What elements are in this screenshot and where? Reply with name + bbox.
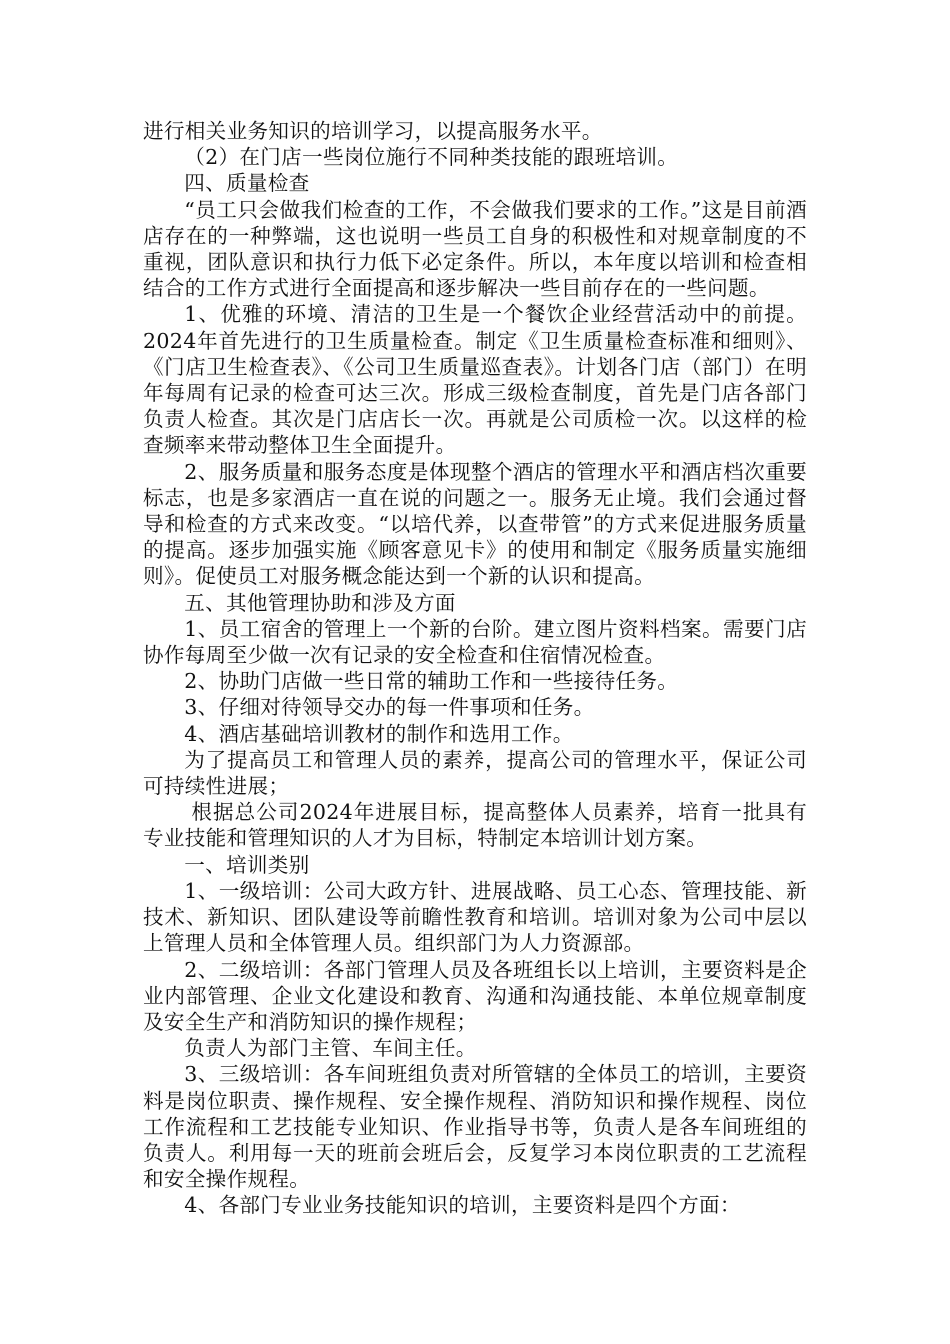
section-heading-other-management: 五、其他管理协助和涉及方面 bbox=[184, 590, 456, 615]
paragraph-level-2-responsible: 负责人为部门主管、车间主任。 bbox=[184, 1036, 477, 1061]
paragraph-dormitory-management: 1、员工宿舍的管理上一个新的台阶。建立图片资料档案。需要门店协作每周至少做一次有记录的安全检查和住宿情况检查。 bbox=[143, 616, 807, 668]
paragraph-continuation: 进行相关业务知识的培训学习，以提高服务水平。 bbox=[143, 119, 603, 143]
paragraph-leader-tasks: 3、仔细对待领导交办的每一件事项和任务。 bbox=[184, 695, 595, 720]
paragraph-level-1-training: 1、一级培训：公司大政方针、进展战略、员工心态、管理技能、新技术、新知识、团队建设等前瞻性教育和培训。培训对象为公司中层以上管理人员和全体管理人员。组织部门为人力资源部。 bbox=[143, 878, 807, 956]
paragraph-training-materials: 4、酒店基础培训教材的制作和选用工作。 bbox=[184, 721, 574, 746]
paragraph-service-quality: 2、服务质量和服务态度是体现整个酒店的管理水平和酒店档次重要标志，也是多家酒店一直在说的问题之一。服务无止境。我们会通过督导和检查的方式来改变。“以培代养，以查带管”的方式来促进服务质量的提高。逐步加强实施《顾客意见卡》的使用和制定《服务质量实施细则》。促使员工对服务概念能达到一个新的认识和提高。 bbox=[143, 459, 807, 589]
paragraph-purpose: 为了提高员工和管理人员的素养，提高公司的管理水平，保证公司可持续性进展； bbox=[143, 747, 807, 799]
paragraph-level-3-training: 3、三级培训：各车间班组负责对所管辖的全体员工的培训，主要资料是岗位职责、操作规程、安全操作规程、消防知识和操作规程、岗位工作流程和工艺技能专业知识、作业指导书等，负责人是各车间班组的负责人。利用每一天的班前会班后会，反复学习本岗位职责的工艺流程和安全操作规程。 bbox=[143, 1062, 807, 1192]
paragraph-assist-stores: 2、协助门店做一些日常的辅助工作和一些接待任务。 bbox=[184, 669, 679, 694]
paragraph-level-2-training: 2、二级培训：各部门管理人员及各班组长以上培训，主要资料是企业内部管理、企业文化建设和教育、沟通和沟通技能、本单位规章制度及安全生产和消防知识的操作规程； bbox=[143, 957, 807, 1034]
paragraph-quality-intro: “员工只会做我们检查的工作，不会做我们要求的工作。”这是目前酒店存在的一种弊端，这也说明一些员工自身的积极性和对规章制度的不重视，团队意识和执行力低下必定条件。所以，本年度以培训和检查相结合的工作方式进行全面提高和逐步解决一些目前存在的一些问题。 bbox=[143, 197, 807, 301]
document-page bbox=[143, 118, 807, 1219]
paragraph-hygiene-inspection: 1、优雅的环境、清洁的卫生是一个餐饮企业经营活动中的前提。2024年首先进行的卫生质量检查。制定《卫生质量检查标准和细则》、《门店卫生检查表》、《公司卫生质量巡查表》。计划各门店（部门）在明年每周有记录的检查可达三次。形成三级检查制度，首先是门店各部门负责人检查。其次是门店店长一次。再就是公司质检一次。以这样的检查频率来带动整体卫生全面提升。 bbox=[143, 302, 807, 458]
section-heading-quality-inspection: 四、质量检查 bbox=[184, 171, 310, 196]
paragraph-item-2-followup-training: （2）在门店一些岗位施行不同种类技能的跟班培训。 bbox=[184, 145, 679, 170]
section-heading-training-categories: 一、培训类别 bbox=[184, 852, 310, 877]
paragraph-plan-basis: 根据总公司2024年进展目标，提高整体人员素养，培育一批具有专业技能和管理知识的人才为目标，特制定本培训计划方案。 bbox=[143, 800, 807, 851]
paragraph-department-skills-training: 4、各部门专业业务技能知识的培训，主要资料是四个方面： bbox=[184, 1193, 741, 1218]
